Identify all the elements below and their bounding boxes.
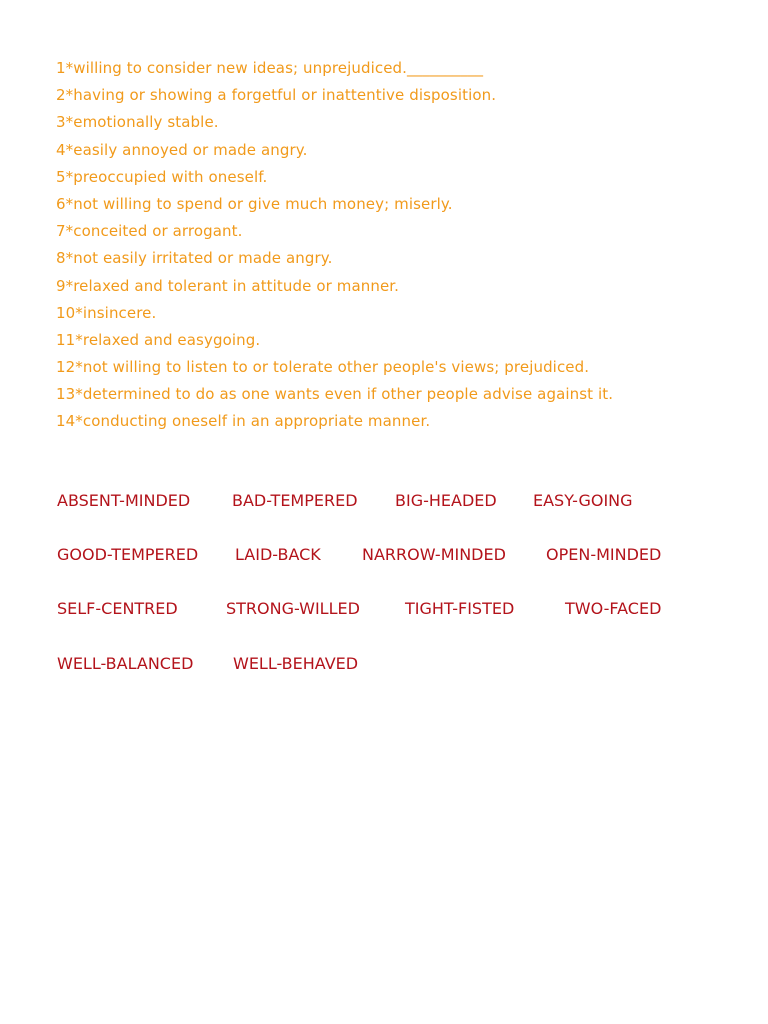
word-tight-fisted: TIGHT-FISTED xyxy=(405,599,515,618)
word-bad-tempered: BAD-TEMPERED xyxy=(232,491,358,510)
word-good-tempered: GOOD-TEMPERED xyxy=(57,545,199,564)
definition-item-9: 9*relaxed and tolerant in attitude or manner. xyxy=(56,276,400,295)
definition-item-10: 10*insincere. xyxy=(56,303,157,322)
word-narrow-minded: NARROW-MINDED xyxy=(362,545,506,564)
definition-item-5: 5*preoccupied with oneself. xyxy=(56,167,268,186)
word-easy-going: EASY-GOING xyxy=(533,491,633,510)
definition-item-6: 6*not willing to spend or give much money; miserly. xyxy=(56,194,453,213)
word-well-behaved: WELL-BEHAVED xyxy=(233,654,359,673)
word-well-balanced: WELL-BALANCED xyxy=(57,654,194,673)
word-big-headed: BIG-HEADED xyxy=(395,491,497,510)
definitions-list xyxy=(56,55,613,436)
definition-item-3: 3*emotionally stable. xyxy=(56,113,219,132)
word-laid-back: LAID-BACK xyxy=(235,545,321,564)
word-open-minded: OPEN-MINDED xyxy=(546,545,662,564)
definition-item-12: 12*not willing to listen to or tolerate other people's views; prejudiced. xyxy=(56,358,590,377)
definition-item-2: 2*having or showing a forgetful or inattentive disposition. xyxy=(56,86,497,105)
definition-item-4: 4*easily annoyed or made angry. xyxy=(56,140,308,159)
word-two-faced: TWO-FACED xyxy=(565,599,662,618)
definition-item-13: 13*determined to do as one wants even if other people advise against it. xyxy=(56,385,614,404)
definition-item-1: 1*willing to consider new ideas; unprejudiced.__________ xyxy=(56,59,484,77)
definition-item-8: 8*not easily irritated or made angry. xyxy=(56,249,333,268)
definition-item-14: 14*conducting oneself in an appropriate manner. xyxy=(56,412,431,431)
definition-item-7: 7*conceited or arrogant. xyxy=(56,222,243,241)
word-strong-willed: STRONG-WILLED xyxy=(226,599,360,618)
definition-item-11: 11*relaxed and easygoing. xyxy=(56,330,261,349)
word-self-centred: SELF-CENTRED xyxy=(57,599,178,618)
word-absent-minded: ABSENT-MINDED xyxy=(57,491,191,510)
